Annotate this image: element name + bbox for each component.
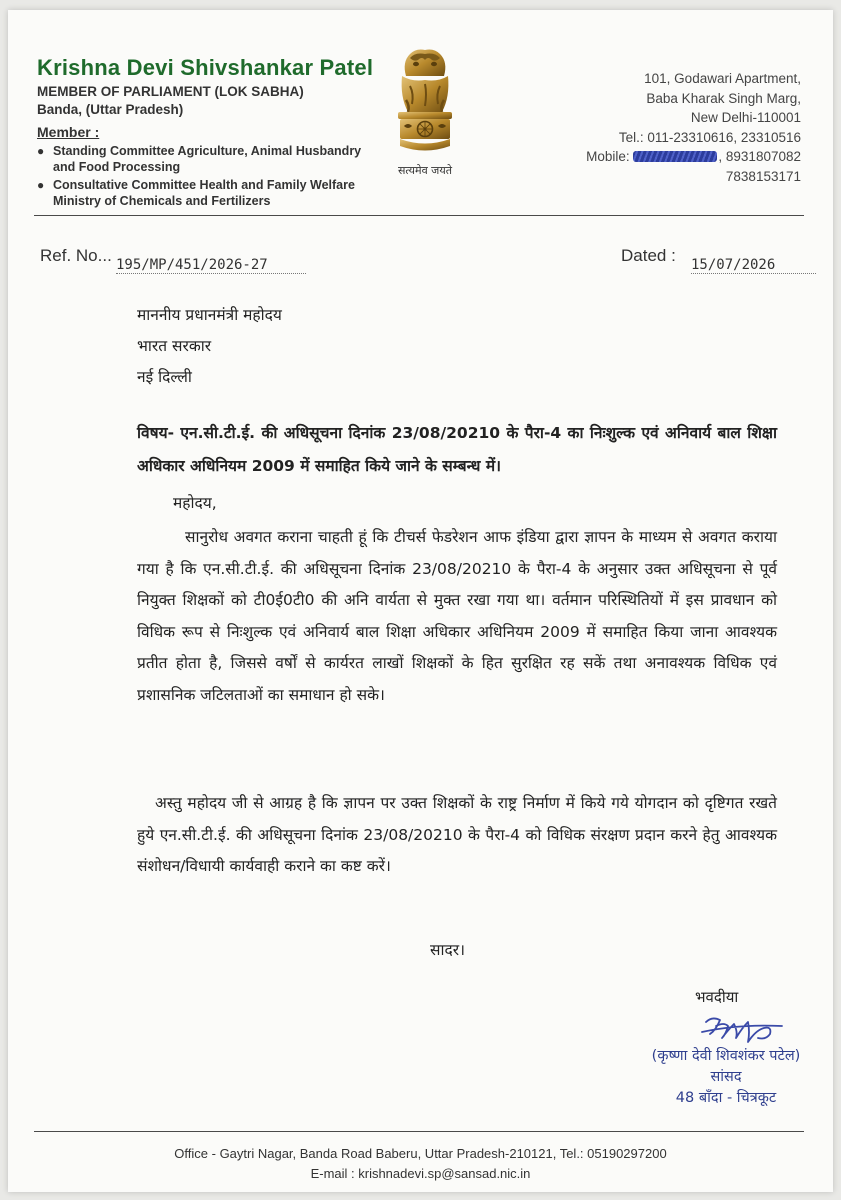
body-paragraph: अस्तु महोदय जी से आग्रह है कि ज्ञापन पर उक्त शिक्षकों के राष्ट्र निर्माण में किये गये योगदान को दृष्टिगत रखते हुये एन.सी.टी.ई. की अधिसूचना दिनांक 23/08/20210 के पैरा-4 को विधिक संरक्षण प्रदान करने हेतु आवश्यक संशोधन/विधायी कार्यवाही कराने का कष्ट करें। <box>137 794 777 875</box>
ref-number: 195/MP/451/2026-27 <box>116 257 306 274</box>
committee-item <box>37 177 367 209</box>
mp-designation: MEMBER OF PARLIAMENT (LOK SABHA) <box>37 84 304 99</box>
address-line: New Delhi-110001 <box>690 110 801 125</box>
dated-value: 15/07/2026 <box>691 257 816 274</box>
sign-off: भवदीया <box>695 988 739 1006</box>
state-emblem <box>380 42 470 184</box>
emblem-motto: सत्यमेव जयते <box>397 164 452 177</box>
letter-page <box>8 10 833 1192</box>
recipient-line: माननीय प्रधानमंत्री महोदय <box>137 306 282 324</box>
salutation: महोदय, <box>173 494 217 512</box>
letter-subject: विषय- एन.सी.टी.ई. की अधिसूचना दिनांक 23/08/20210 के पैरा-4 का निःशुल्क एवं अनिवार्य बाल शिक्षा अधिकार अधिनियम 2009 में समाहित किये जाने के सम्बन्ध में। <box>137 424 777 475</box>
footer-office: Office - Gaytri Nagar, Banda Road Baberu, Uttar Pradesh-210121, Tel.: 05190297200 <box>174 1146 667 1161</box>
dated-label: Dated : <box>621 246 676 265</box>
committee-text: Consultative Committee Health and Family Welfare Ministry of Chemicals and Fertilizers <box>53 178 355 208</box>
member-label: Member : <box>37 124 100 140</box>
mobile-numbers: , 8931807082 <box>718 149 801 164</box>
mp-name: Krishna Devi Shivshankar Patel <box>37 55 374 80</box>
mobile-extra: 7838153171 <box>725 168 801 184</box>
recipient-line: भारत सरकार <box>137 337 212 355</box>
office-address <box>561 69 801 186</box>
telephone: Tel.: 011-23310616, 23310516 <box>618 129 801 145</box>
mp-constituency: Banda, (Uttar Pradesh) <box>37 102 184 117</box>
address-line: 101, Godawari Apartment, <box>644 71 801 86</box>
committee-text: Standing Committee Agriculture, Animal Husbandry and Food Processing <box>53 144 362 174</box>
committee-item <box>37 143 367 175</box>
mobile-label: Mobile: <box>586 149 630 164</box>
address-line: Baba Kharak Singh Marg, <box>646 90 801 106</box>
signatory-name: (कृष्णा देवी शिवशंकर पटेल) <box>651 1048 801 1064</box>
mobile-row <box>561 147 801 167</box>
redaction-mark <box>633 151 717 162</box>
recipient-line: नई दिल्ली <box>137 368 192 386</box>
signatory-constituency: 48 बाँदा - चित्रकूट <box>675 1090 777 1106</box>
handwritten-signature-icon <box>698 1012 788 1048</box>
footer-divider <box>34 1131 804 1132</box>
bullet-icon: ● <box>37 178 45 192</box>
signatory-designation: सांसद <box>710 1069 742 1085</box>
state-emblem-lion-capital-icon <box>380 42 470 160</box>
closing: सादर। <box>430 941 465 959</box>
body-paragraph: सानुरोध अवगत कराना चाहती हूं कि टीचर्स फेडरेशन आफ इंडिया द्वारा ज्ञापन के माध्यम से अवगत कराया गया है कि एन.सी.टी.ई. की अधिसूचना दिनांक 23/08/20210 के पैरा-4 के अनुसार उक्त अधिसूचना से पूर्व नियुक्त शिक्षकों को टी0ई0टी0 की अनि वार्यता से मुक्त रखा गया था। वर्तमान परिस्थितियों में इस प्रावधान को विधिक रूप से निःशुल्क एवं अनिवार्य बाल शिक्षा अधिकार अधिनियम 2009 में समाहित किया जाना आवश्यक प्रतीत होता है, जिससे वर्षों से कार्यरत लाखों शिक्षकों के हित सुरक्षित रह सकें तथा अनावश्यक विधिक एवं प्रशासनिक जटिलताओं का समाधान हो सके। <box>137 528 777 704</box>
committee-list <box>37 143 367 211</box>
header-divider <box>34 215 804 216</box>
bullet-icon: ● <box>37 144 45 158</box>
signatory-block <box>626 1046 826 1109</box>
footer-email: E-mail : krishnadevi.sp@sansad.nic.in <box>310 1166 531 1181</box>
ref-label: Ref. No... <box>40 246 112 265</box>
